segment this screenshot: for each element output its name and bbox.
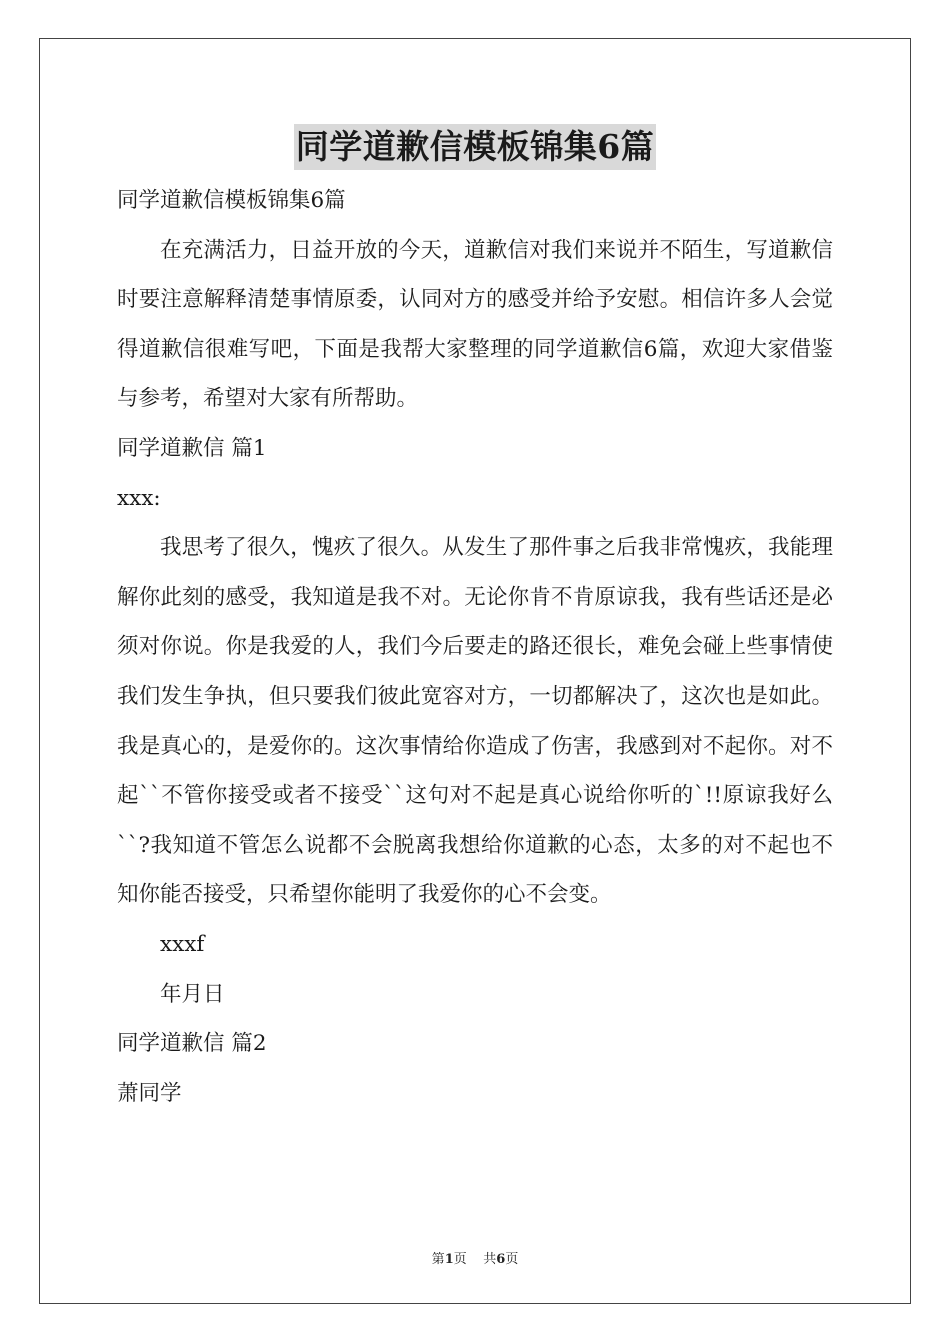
section-1-body: 我思考了很久，愧疚了很久。从发生了那件事之后我非常愧疚，我能理解你此刻的感受，我知道是我不对。无论你肯不肯原谅我，我有些话还是必须对你说。你是我爱的人，我们今后要走的路还很长，难免会碰上些事情使我们发生争执，但只要我们彼此宽容对方，一切都解决了，这次也是如此。我是真心的，是爱你的。这次事情给你造成了伤害，我感到对不起你。对不起``不管你接受或者不接受``这句对不起是真心说给你听的`!!原谅我好么``?我知道不管怎么说都不会脱离我想给你道歉的心态，太多的对不起也不知你能否接受，只希望你能明了我爱你的心不会变。 (117, 535, 833, 908)
footer-total-pages: 6 (496, 1252, 506, 1267)
section-1-signature: xxxf (160, 931, 205, 957)
document-title: 同学道歉信模板锦集6篇 (294, 124, 656, 170)
document-body (117, 176, 833, 1118)
footer-page-number: 1 (444, 1252, 454, 1267)
section-2-salutation: 萧同学 (117, 1080, 182, 1106)
document-subtitle: 同学道歉信模板锦集6篇 (117, 188, 346, 213)
page-footer (0, 1248, 950, 1267)
section-1-heading: 同学道歉信 篇1 (117, 435, 267, 461)
section-1-salutation: xxx: (117, 485, 161, 511)
title-container (0, 124, 950, 170)
footer-page-prefix: 第 (431, 1252, 445, 1267)
footer-page-suffix: 页 (505, 1252, 519, 1267)
section-1-date: 年月日 (160, 981, 225, 1007)
intro-paragraph: 在充满活力，日益开放的今天，道歉信对我们来说并不陌生，写道歉信时要注意解释清楚事情原委，认同对方的感受并给予安慰。相信许多人会觉得道歉信很难写吧，下面是我帮大家整理的同学道歉信6篇，欢迎大家借鉴与参考，希望对大家有所帮助。 (117, 237, 833, 412)
section-2-heading: 同学道歉信 篇2 (117, 1031, 267, 1057)
footer-page-mid: 页 共 (453, 1252, 497, 1267)
